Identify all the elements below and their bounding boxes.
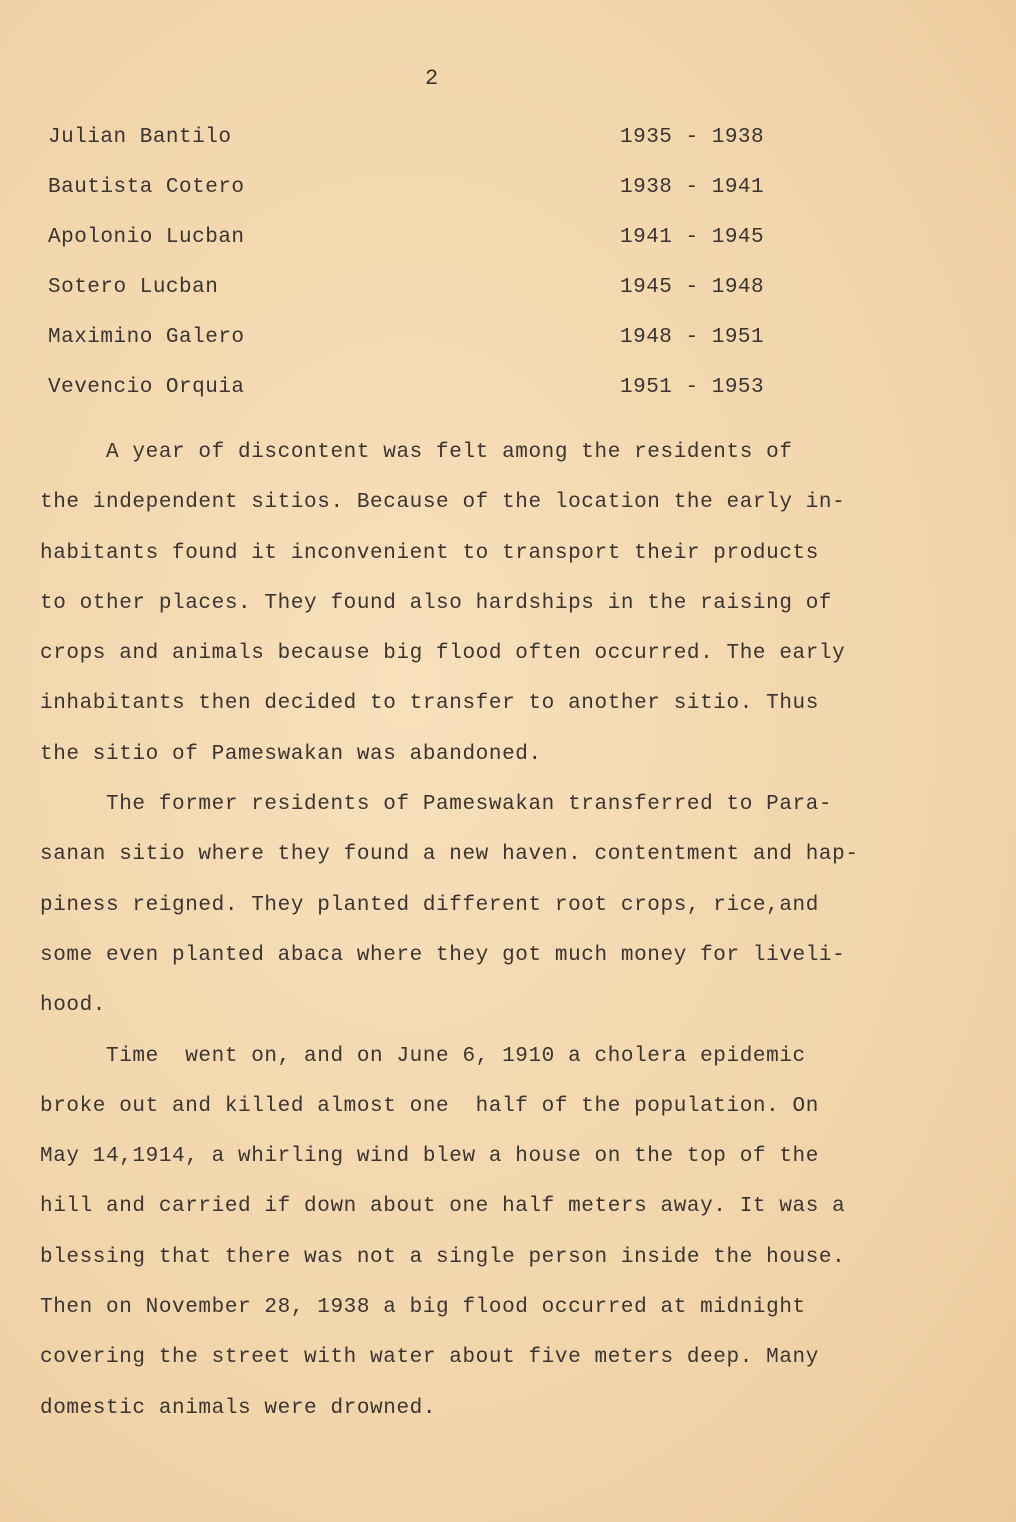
text-line: sanan sitio where they found a new haven. contentment and hap- [40, 843, 859, 867]
paragraph-parasanan [40, 780, 965, 1031]
official-name: Apolonio Lucban [48, 226, 245, 249]
official-row [48, 326, 808, 376]
text-line: Then on November 28, 1938 a big flood occurred at midnight [40, 1296, 806, 1320]
text-line: broke out and killed almost one half of the population. On [40, 1094, 819, 1118]
official-term: 1935 - 1938 [620, 126, 765, 149]
text-line: May 14,1914, a whirling wind blew a house on the top of the [40, 1145, 819, 1169]
paragraph-pameswakan [40, 428, 965, 780]
text-line: the sitio of Pameswakan was abandoned. [40, 742, 542, 766]
text-line: habitants found it inconvenient to transport their products [40, 541, 819, 565]
officials-list [48, 126, 808, 426]
text-line: inhabitants then decided to transfer to another sitio. Thus [40, 692, 819, 716]
text-line: domestic animals were drowned. [40, 1396, 437, 1420]
official-name: Sotero Lucban [48, 276, 219, 299]
text-line: hood. [40, 994, 107, 1018]
page-number: 2 [425, 66, 439, 91]
official-name: Vevencio Orquia [48, 376, 245, 399]
text-line: crops and animals because big flood often occurred. The early [40, 642, 846, 666]
official-row [48, 226, 808, 276]
text-line: the independent sitios. Because of the location the early in- [40, 491, 846, 515]
official-term: 1948 - 1951 [620, 326, 765, 349]
official-term: 1938 - 1941 [620, 176, 765, 199]
official-name: Maximino Galero [48, 326, 245, 349]
official-row [48, 276, 808, 326]
official-name: Julian Bantilo [48, 126, 232, 149]
text-line: some even planted abaca where they got much money for liveli- [40, 943, 846, 967]
official-term: 1941 - 1945 [620, 226, 765, 249]
official-term: 1945 - 1948 [620, 276, 765, 299]
text-line: to other places. They found also hardships in the raising of [40, 591, 833, 615]
text-line: blessing that there was not a single person inside the house. [40, 1245, 846, 1269]
official-name: Bautista Cotero [48, 176, 245, 199]
paragraph-calamities [40, 1032, 965, 1434]
text-line: The former residents of Pameswakan transferred to Para- [40, 793, 833, 817]
text-line: Time went on, and on June 6, 1910 a cholera epidemic [40, 1044, 806, 1068]
text-line: piness reigned. They planted different root crops, rice,and [40, 893, 819, 917]
official-row [48, 126, 808, 176]
official-row [48, 176, 808, 226]
text-line: hill and carried if down about one half meters away. It was a [40, 1195, 846, 1219]
body-text [40, 428, 965, 1434]
official-row [48, 376, 808, 426]
text-line: A year of discontent was felt among the residents of [40, 441, 793, 464]
official-term: 1951 - 1953 [620, 376, 765, 399]
text-line: covering the street with water about five meters deep. Many [40, 1346, 819, 1370]
